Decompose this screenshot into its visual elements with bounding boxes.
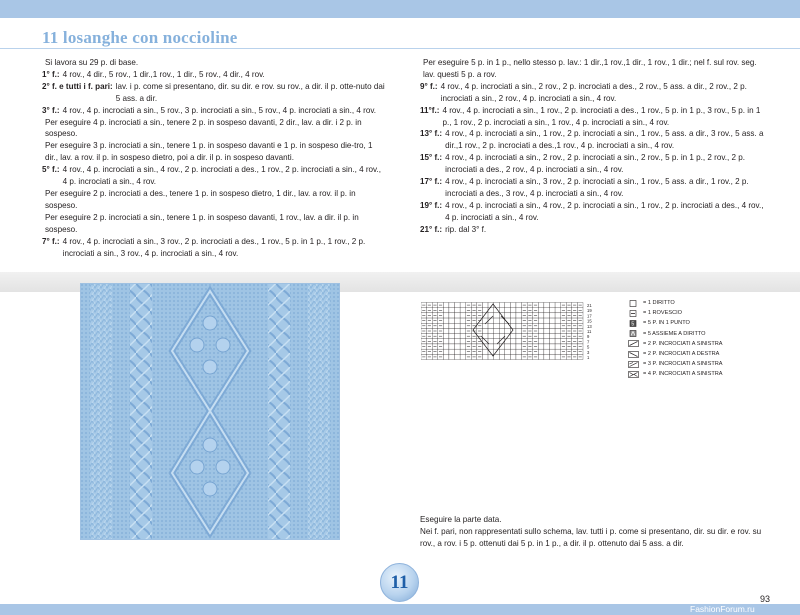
chart-cell <box>544 323 550 328</box>
chart-cell <box>538 308 544 313</box>
chart-cell <box>499 303 505 308</box>
knitting-chart <box>421 302 595 360</box>
chart-cell <box>538 313 544 318</box>
row-label: 21° f.: <box>420 224 443 234</box>
chart-cell <box>460 313 466 318</box>
chart-cell <box>549 334 555 339</box>
chart-cell <box>516 323 522 328</box>
legend-label: = 5 ASSIEME A DIRITTO <box>643 330 706 337</box>
chart-cell <box>516 334 522 339</box>
chart-cell <box>494 339 500 344</box>
chart-legend <box>628 298 723 380</box>
chart-row-number: 21 <box>587 303 592 308</box>
row-text: 4 rov., 4 p. incrociati a sin., 4 rov., 2 p. incrociati a sin., 1 rov., 2 p. incrociati a des., 4 rov., 4 p. incrociati a sin., 4 rov. <box>445 200 764 222</box>
chart-cell <box>516 349 522 354</box>
chart-cell <box>499 328 505 333</box>
chart-cell <box>555 303 561 308</box>
row-text: lav. i p. come si presentano, dir. su dir. e rov. su rov., a dir. il p. otte-nuto dai 5 ass. a dir. <box>115 81 385 103</box>
chart-cell <box>516 339 522 344</box>
chart-cell <box>443 354 449 359</box>
chart-row-number: 19 <box>587 308 592 314</box>
chart-cell <box>544 349 550 354</box>
row-13 <box>420 128 765 152</box>
chart-cell <box>544 303 550 308</box>
chart-cell <box>494 334 500 339</box>
chart-cell <box>482 328 488 333</box>
chart-cell <box>516 308 522 313</box>
chart-cell <box>510 303 516 308</box>
row-label: 19° f.: <box>420 200 443 210</box>
chart-cell <box>460 303 466 308</box>
chart-cell <box>544 318 550 323</box>
chart-cell <box>460 349 466 354</box>
chart-cell <box>494 328 500 333</box>
row-text: rip. dal 3° f. <box>445 224 487 234</box>
chart-cell <box>555 323 561 328</box>
chart-cell <box>538 344 544 349</box>
chart-grid <box>421 303 583 360</box>
chart-cell <box>488 318 494 323</box>
chart-cell <box>455 318 461 323</box>
chart-cell <box>449 334 455 339</box>
chart-cell <box>455 328 461 333</box>
chart-cell <box>505 328 511 333</box>
row-label: 11°f.: <box>420 105 440 115</box>
cross-left-3-icon <box>628 361 639 368</box>
chart-cell <box>494 313 500 318</box>
row-19 <box>420 200 765 224</box>
chart-cell <box>455 344 461 349</box>
legend-item <box>628 339 723 349</box>
row-even <box>42 81 387 105</box>
chart-cell <box>494 323 500 328</box>
chart-cell <box>549 313 555 318</box>
note-2-cross-left <box>42 212 387 236</box>
row-text: 4 rov., 4 p. incrociati a sin., 4 rov., 2 p. incrociati a des., 1 rov., 2 p. incrociati a sin., 4 rov., 4 p. incrociati a sin., 4 rov. <box>62 165 381 187</box>
chart-cell <box>538 349 544 354</box>
chart-cell <box>538 303 544 308</box>
chart-cell <box>460 318 466 323</box>
row-text: Per eseguire 2 p. incrociati a sin., tenere 1 p. in sospeso davanti, 1 rov., lav. a dir. il p. in sospeso. <box>45 212 359 234</box>
note-5-in-1 <box>420 57 765 81</box>
row-11 <box>420 105 765 129</box>
chart-cell <box>538 328 544 333</box>
instructions-heading: Eseguire la parte data. <box>420 515 502 524</box>
chart-cell <box>516 313 522 318</box>
empty-square-icon <box>628 300 639 307</box>
row-text: 4 rov., 4 p. incrociati a sin., 1 rov., 2 p. incrociati a sin., 1 rov., 5 ass. a dir., 3 rov., 5 ass. a dir.,1 rov., 2 p. incrociati a des.,1 rov., 4 p. incrociati a sin., 4 rov. <box>445 129 764 151</box>
chart-cell <box>460 328 466 333</box>
chart-cell <box>510 334 516 339</box>
row-text: 4 rov., 4 p. incrociati a sin., 1 rov., 2 p. incrociati a des., 1 rov., 5 p. in 1 p., 3 rov., 5 p. in 1 p., 1 rov., 2 p. incrociati a sin., 1 rov., 4 p. incrociati a sin., 4 rov. <box>442 105 761 127</box>
chart-cell <box>499 308 505 313</box>
chart-cell <box>455 354 461 359</box>
instructions-left-column <box>42 57 387 259</box>
chart-cell <box>488 308 494 313</box>
cross-left-4-icon <box>628 371 639 378</box>
bottom-color-bar <box>0 604 800 615</box>
chart-cell <box>449 318 455 323</box>
chart-cell <box>443 303 449 308</box>
chart-cell <box>505 344 511 349</box>
note-2-cross-right <box>42 188 387 212</box>
chart-cell <box>455 349 461 354</box>
chart-cell <box>538 318 544 323</box>
chart-cell <box>555 308 561 313</box>
chart-cell <box>488 354 494 359</box>
row-label: 13° f.: <box>420 129 443 139</box>
chart-cell <box>443 334 449 339</box>
chart-cell <box>544 328 550 333</box>
chart-cell <box>516 344 522 349</box>
chart-cell <box>549 318 555 323</box>
row-label: 17° f.: <box>420 177 443 187</box>
title-rule <box>0 48 800 49</box>
cross-left-2-icon <box>628 340 639 347</box>
chart-cell <box>443 308 449 313</box>
chart-cell <box>510 344 516 349</box>
legend-label: = 3 P. INCROCIATI A SINISTRA <box>643 361 723 368</box>
chart-cell <box>544 354 550 359</box>
row-text: 4 rov., 4 p. incrociati a sin., 5 rov., 3 p. incrociati a sin., 5 rov., 4 p. incrociati a sin., 4 rov. <box>62 105 377 115</box>
chart-cell <box>516 354 522 359</box>
chart-cell <box>443 328 449 333</box>
chart-row-number: 9 <box>587 334 590 340</box>
legend-item <box>628 329 723 339</box>
page-title: 11 losanghe con noccioline <box>42 28 238 47</box>
chart-cell <box>449 313 455 318</box>
chart-cell <box>555 313 561 318</box>
chart-cell <box>505 313 511 318</box>
chart-instructions <box>420 514 770 550</box>
chart-row-number: 13 <box>587 323 592 329</box>
chart-cell <box>555 334 561 339</box>
chart-cell <box>443 339 449 344</box>
chart-cell <box>460 323 466 328</box>
chart-cell <box>482 354 488 359</box>
chart-cell <box>494 318 500 323</box>
chart-cell <box>443 344 449 349</box>
chart-cell <box>499 349 505 354</box>
row-text: Per eseguire 5 p. in 1 p., nello stesso p. lav.: 1 dir.,1 rov.,1 dir., 1 rov., 1 dir.; nel f. sul rov. seg. lav. questi 5 p. a rov. <box>423 58 757 79</box>
chart-cell <box>510 339 516 344</box>
five-together-icon <box>628 330 639 337</box>
chart-cell <box>544 334 550 339</box>
chart-cell <box>549 349 555 354</box>
legend-item <box>628 298 723 308</box>
chart-cell <box>544 339 550 344</box>
legend-item <box>628 318 723 328</box>
chart-cell <box>516 318 522 323</box>
chart-cell <box>555 349 561 354</box>
chart-cell <box>488 323 494 328</box>
row-label: 5° f.: <box>42 165 60 175</box>
page-number: 93 <box>760 594 771 604</box>
legend-label: = 4 P. INCROCIATI A SINISTRA <box>643 371 723 378</box>
legend-label: = 1 ROVESCIO <box>643 310 683 317</box>
chart-cell <box>549 328 555 333</box>
chart-cell <box>544 308 550 313</box>
chart-cell <box>510 308 516 313</box>
row-label: 3° f.: <box>42 105 60 115</box>
knit-swatch-image <box>80 283 340 540</box>
chart-cell <box>455 308 461 313</box>
chart-cell <box>549 339 555 344</box>
svg-text:5: 5 <box>631 321 635 327</box>
chart-cell <box>455 339 461 344</box>
row-9 <box>420 81 765 105</box>
chart-cell <box>488 344 494 349</box>
chart-cell <box>510 349 516 354</box>
chart-cell <box>482 318 488 323</box>
chart-cell <box>544 313 550 318</box>
legend-item <box>628 349 723 359</box>
row-5 <box>42 164 387 188</box>
chart-cell <box>488 313 494 318</box>
chart-cell <box>455 334 461 339</box>
instructions-right-column <box>420 57 765 236</box>
chart-cell <box>538 323 544 328</box>
cross-right-2-icon <box>628 351 639 358</box>
chart-cell <box>494 303 500 308</box>
chart-cell <box>488 334 494 339</box>
row-base <box>42 57 387 69</box>
chart-cell <box>443 323 449 328</box>
chart-cell <box>549 354 555 359</box>
row-3 <box>42 105 387 117</box>
legend-label: = 2 P. INCROCIATI A SINISTRA <box>643 340 723 347</box>
row-label: 7° f.: <box>42 236 60 246</box>
chart-cell <box>449 303 455 308</box>
chart-cell <box>443 349 449 354</box>
note-4-cross <box>42 117 387 141</box>
chart-cell <box>505 303 511 308</box>
chart-cell <box>449 308 455 313</box>
row-label: 1° f.: <box>42 69 60 79</box>
row-text: 4 rov., 4 p. incrociati a sin., 3 rov., 2 p. incrociati a des., 1 rov., 5 p. in 1 p., 1 rov., 2 p. incrociati a sin., 3 rov., 4 p. incrociati a sin., 4 rov. <box>62 236 366 258</box>
row-text: Per eseguire 4 p. incrociati a sin., tenere 2 p. in sospeso davanti, 2 dir., lav. a dir. i 2 p. in sospeso. <box>45 117 362 139</box>
chart-cell <box>482 349 488 354</box>
chart-cell <box>505 354 511 359</box>
chart-cell <box>494 344 500 349</box>
chart-cell <box>443 313 449 318</box>
chart-cell <box>455 313 461 318</box>
row-label: 2° f. e tutti i f. pari: <box>42 81 113 91</box>
chart-cell <box>510 313 516 318</box>
chart-cell <box>455 323 461 328</box>
chart-cell <box>538 354 544 359</box>
chart-cell <box>499 334 505 339</box>
row-17 <box>420 176 765 200</box>
legend-label: = 1 DIRITTO <box>643 300 675 306</box>
row-text: 4 rov., 4 p. incrociati a sin., 3 rov., 2 p. incrociati a sin., 1 rov., 5 ass. a dir., 1 rov., 2 p. incrociati a des., 3 rov., 4 p. incrociati a sin., 4 rov. <box>445 177 749 198</box>
row-7 <box>42 236 387 260</box>
chart-cell <box>505 308 511 313</box>
pattern-number-badge <box>380 563 419 602</box>
chart-cell <box>460 344 466 349</box>
chart-cell <box>516 328 522 333</box>
chart-cell <box>549 308 555 313</box>
chart-cell <box>549 344 555 349</box>
chart-cell <box>555 344 561 349</box>
chart-cell <box>482 303 488 308</box>
chart-cell <box>555 354 561 359</box>
top-color-bar <box>0 0 800 18</box>
watermark-text: FashionForum.ru <box>690 604 755 614</box>
row-label: 9° f.: <box>420 81 438 91</box>
chart-cell <box>460 308 466 313</box>
chart-row-numbers <box>587 303 592 360</box>
chart-row-number: 1 <box>587 355 590 360</box>
row-text: Per eseguire 3 p. incrociati a sin., tenere 1 p. in sospeso davanti e 1 p. in sospeso die-tro, 1 dir., lav. a rov. il p. in sospeso dietro, poi a dir. il p. in sospeso davanti. <box>45 141 373 163</box>
legend-label: = 2 P. INCROCIATI A DESTRA <box>643 350 720 357</box>
row-15 <box>420 152 765 176</box>
chart-cell <box>449 344 455 349</box>
legend-item <box>628 359 723 369</box>
row-text: Per eseguire 2 p. incrociati a des., tenere 1 p. in sospeso dietro, 1 dir., lav. a rov. il p. in sospeso. <box>45 188 356 210</box>
row-21 <box>420 224 765 236</box>
chart-cell <box>499 354 505 359</box>
chart-cell <box>488 339 494 344</box>
chart-cell <box>449 323 455 328</box>
chart-cell <box>516 303 522 308</box>
chart-cell <box>555 328 561 333</box>
chart-cell <box>538 334 544 339</box>
chart-cell <box>449 349 455 354</box>
badge-number: 11 <box>390 572 409 593</box>
chart-cell <box>449 339 455 344</box>
chart-row-number: 15 <box>587 318 592 324</box>
row-text: Si lavora su 29 p. di base. <box>45 58 139 67</box>
chart-cell <box>499 323 505 328</box>
chart-cell <box>443 318 449 323</box>
chart-cell <box>505 349 511 354</box>
chart-cell <box>555 318 561 323</box>
chart-cell <box>549 303 555 308</box>
chart-cell <box>455 303 461 308</box>
chart-cell <box>544 344 550 349</box>
five-in-one-icon <box>628 320 639 327</box>
chart-cell <box>538 339 544 344</box>
dash-square-icon <box>628 310 639 317</box>
chart-cell <box>460 339 466 344</box>
chart-cell <box>510 354 516 359</box>
legend-item <box>628 369 723 379</box>
chart-cell <box>449 328 455 333</box>
chart-cell <box>460 334 466 339</box>
chart-cell <box>460 354 466 359</box>
row-text: 4 rov., 4 p. incrociati a sin., 2 rov., 2 p. incrociati a des., 2 rov., 5 ass. a dir., 2 rov., 2 p. incrociati a sin., 2 rov., 4 p. incrociati a sin., 4 rov. <box>440 81 747 103</box>
chart-cell <box>549 323 555 328</box>
chart-cell <box>555 339 561 344</box>
chart-cell <box>494 354 500 359</box>
row-label: 15° f.: <box>420 153 443 163</box>
chart-row-number: 5 <box>587 344 590 350</box>
legend-item <box>628 308 723 318</box>
note-3-cross <box>42 140 387 164</box>
instructions-body: Nei f. pari, non rappresentati sullo schema, lav. tutti i p. come si presentano, dir. su dir. e rov. su rov., a rov. i 5 p. ottenuti dai 5 p. in 1 p., a dir. il p. ottenuto dai 5 ass. a dir. <box>420 526 762 548</box>
row-1 <box>42 69 387 81</box>
chart-row-number: 3 <box>587 349 590 355</box>
chart-cell <box>510 318 516 323</box>
chart-row-number: 11 <box>587 329 592 334</box>
chart-row-number: 7 <box>587 339 590 345</box>
chart-row-number: 17 <box>587 313 592 319</box>
row-text: 4 rov., 4 p. incrociati a sin., 2 rov., 2 p. incrociati a sin., 2 rov., 5 p. in 1 p., 2 rov., 2 p. incrociati a des., 2 rov., 4 p. incrociati a sin., 4 rov. <box>445 153 746 175</box>
chart-cell <box>488 328 494 333</box>
row-text: 4 rov., 4 dir., 5 rov., 1 dir.,1 rov., 1 dir., 5 rov., 4 dir., 4 rov. <box>62 69 265 79</box>
chart-cell <box>449 354 455 359</box>
legend-label: = 5 P. IN 1 PUNTO <box>643 320 690 327</box>
